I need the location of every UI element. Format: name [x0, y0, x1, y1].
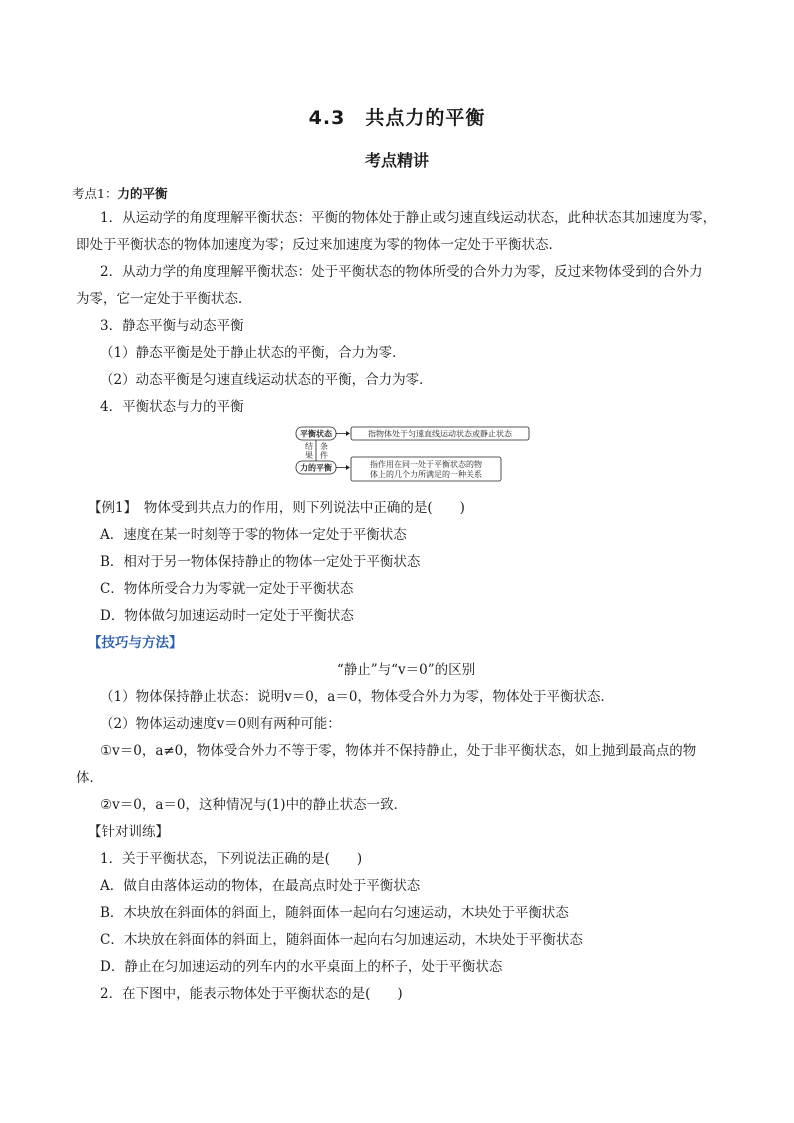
method-heading: 【技巧与方法】	[88, 635, 183, 651]
training-question-1: 1．关于平衡状态，下列说法正确的是( )	[100, 851, 363, 867]
method-subheading: “静止”与“v＝0”的区别	[336, 662, 476, 678]
arrow-1-head	[346, 431, 350, 436]
method-line-1: （1）物体保持静止状态：说明v＝0，a＝0，物体受合外力为零，物体处于平衡状态．	[100, 689, 614, 705]
box-balance-state-label: 平衡状态	[300, 429, 332, 439]
paragraph-3-1: （1）静态平衡是处于静止状态的平衡，合力为零．	[100, 345, 406, 361]
paragraph-4: 4．平衡状态与力的平衡	[100, 399, 244, 415]
box-force-balance-label: 力的平衡	[300, 463, 332, 473]
method-line-4: ②v＝0，a＝0，这种情况与(1)中的静止状态一致．	[100, 797, 408, 813]
training-q1-option-d: D．静止在匀加速运动的列车内的水平桌面上的杯子，处于平衡状态	[100, 959, 503, 975]
desc-2a-text: 指作用在同一处于平衡状态的物	[370, 460, 482, 469]
training-q1-option-c: C．木块放在斜面体的斜面上，随斜面体一起向右匀加速运动，木块处于平衡状态	[100, 932, 583, 948]
example-1-option-b: B．相对于另一物体保持静止的物体一定处于平衡状态	[100, 554, 421, 570]
page-title: 4.3 共点力的平衡	[308, 107, 486, 129]
training-q1-option-a: A．做自由落体运动的物体，在最高点时处于平衡状态	[100, 878, 421, 894]
label-result-b: 果	[305, 451, 313, 460]
paragraph-1b: 即处于平衡状态的物体加速度为零；反过来加速度为零的物体一定处于平衡状态．	[76, 237, 562, 253]
paragraph-2b: 为零，它一定处于平衡状态．	[76, 291, 252, 307]
label-result-a: 结	[305, 442, 313, 451]
example-1-option-a: A．速度在某一时刻等于零的物体一定处于平衡状态	[100, 527, 407, 543]
balance-diagram-svg	[294, 425, 534, 487]
training-q1-option-b: B．木块放在斜面体的斜面上，随斜面体一起向右匀速运动，木块处于平衡状态	[100, 905, 569, 921]
label-condition-a: 条	[320, 442, 328, 451]
training-question-2: 2．在下图中，能表示物体处于平衡状态的是( )	[100, 986, 403, 1002]
paragraph-1a: 1．从运动学的角度理解平衡状态：平衡的物体处于静止或匀速直线运动状态，此种状态其加速度为零，	[100, 210, 717, 226]
balance-diagram	[76, 425, 726, 489]
paragraph-3-2: （2）动态平衡是匀速直线运动状态的平衡，合力为零．	[100, 372, 433, 388]
section-heading-prefix: 考点1：	[72, 186, 118, 201]
method-line-3b: 体．	[76, 770, 103, 786]
example-1-label: 【例1】	[88, 500, 131, 516]
main-content	[72, 183, 726, 1008]
arrow-2-head	[346, 465, 350, 470]
training-heading: 【针对训练】	[88, 824, 169, 840]
desc-2b-text: 体上的几个力所满足的一种关系	[370, 470, 482, 479]
method-line-2: （2）物体运动速度v＝0则有两种可能：	[100, 716, 341, 732]
example-1-option-d: D．物体做匀加速运动时一定处于平衡状态	[100, 608, 354, 624]
section-heading-main: 力的平衡	[117, 186, 168, 201]
method-line-3a: ①v＝0，a≠0，物体受合外力不等于零，物体并不保持静止，处于非平衡状态，如上抛到最高点的物	[100, 743, 697, 759]
page-subtitle: 考点精讲	[364, 151, 429, 170]
section-heading	[72, 183, 726, 205]
example-1	[76, 495, 726, 522]
desc-1-text: 指物体处于匀速直线运动状态或静止状态	[368, 429, 512, 439]
paragraph-2a: 2．从动力学的角度理解平衡状态：处于平衡状态的物体所受的合外力为零，反过来物体受到的合外力	[100, 264, 703, 280]
example-1-question: 物体受到共点力的作用，则下列说法中正确的是( )	[143, 500, 465, 516]
label-condition-b: 件	[320, 451, 328, 460]
example-1-option-c: C．物体所受合力为零就一定处于平衡状态	[100, 581, 354, 597]
paragraph-3: 3．静态平衡与动态平衡	[100, 318, 244, 334]
